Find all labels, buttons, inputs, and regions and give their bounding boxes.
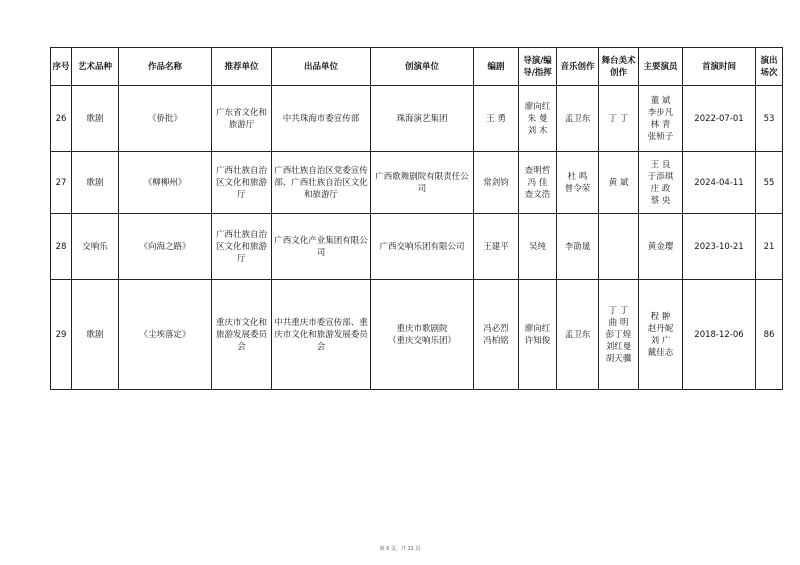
cell-actors: 黄金璎 (639, 214, 683, 280)
cell-work-name: 《柳柳州》 (119, 152, 212, 214)
cell-performer-unit: 珠海演艺集团 (371, 86, 474, 152)
cell-stage-art (599, 214, 639, 280)
cell-shows: 86 (756, 280, 783, 390)
col-header-producer: 出品单位 (272, 48, 371, 86)
col-header-shows: 演出场次 (756, 48, 783, 86)
col-header-music: 音乐创作 (557, 48, 599, 86)
cell-music: 杜 鸣 曾令荣 (557, 152, 599, 214)
cell-art-type: 歌剧 (72, 86, 119, 152)
col-header-performer-unit: 创演单位 (371, 48, 474, 86)
col-header-director: 导演/编导/指挥 (519, 48, 557, 86)
cell-writer: 王建平 (474, 214, 519, 280)
cell-premiere: 2024-04-11 (683, 152, 756, 214)
cell-index: 28 (51, 214, 72, 280)
cell-work-name: 《侨批》 (119, 86, 212, 152)
cell-writer: 常剑钧 (474, 152, 519, 214)
col-header-work-name: 作品名称 (119, 48, 212, 86)
cell-performer-unit: 广西交响乐团有限公司 (371, 214, 474, 280)
table-row (51, 214, 783, 280)
cell-music: 孟卫东 (557, 280, 599, 390)
col-header-recommender: 推荐单位 (212, 48, 272, 86)
cell-recommender: 广东省文化和旅游厅 (212, 86, 272, 152)
col-header-art-type: 艺术品种 (72, 48, 119, 86)
cell-shows: 21 (756, 214, 783, 280)
cell-recommender: 广西壮族自治区文化和旅游厅 (212, 152, 272, 214)
cell-index: 27 (51, 152, 72, 214)
table-row (51, 280, 783, 390)
col-header-premiere: 首演时间 (683, 48, 756, 86)
col-header-index: 序号 (51, 48, 72, 86)
col-header-stage-art: 舞台美术创作 (599, 48, 639, 86)
table-row (51, 152, 783, 214)
program-table (50, 47, 783, 390)
cell-director: 廖向红 许知俊 (519, 280, 557, 390)
page-footer: 第 6 页，共 11 页 (379, 546, 421, 552)
cell-recommender: 重庆市文化和旅游发展委员会 (212, 280, 272, 390)
col-header-actors: 主要演员 (639, 48, 683, 86)
cell-performer-unit: 重庆市歌剧院 （重庆交响乐团） (371, 280, 474, 390)
cell-premiere: 2023-10-21 (683, 214, 756, 280)
cell-stage-art: 黄 斌 (599, 152, 639, 214)
cell-producer: 广西文化产业集团有限公司 (272, 214, 371, 280)
cell-stage-art: 丁 丁 曲 明 彭丁煌 刘红曼 胡天骥 (599, 280, 639, 390)
header-row (51, 48, 783, 86)
cell-writer: 王 勇 (474, 86, 519, 152)
cell-shows: 53 (756, 86, 783, 152)
col-header-writer: 编剧 (474, 48, 519, 86)
cell-art-type: 歌剧 (72, 280, 119, 390)
cell-director: 廖向红 朱 曼 刘 木 (519, 86, 557, 152)
cell-producer: 中共珠海市委宣传部 (272, 86, 371, 152)
cell-work-name: 《向海之路》 (119, 214, 212, 280)
cell-art-type: 交响乐 (72, 214, 119, 280)
cell-director: 查明哲 冯 佳 查文浩 (519, 152, 557, 214)
cell-art-type: 歌剧 (72, 152, 119, 214)
cell-writer: 冯必烈 冯柏铭 (474, 280, 519, 390)
cell-work-name: 《尘埃落定》 (119, 280, 212, 390)
cell-producer: 中共重庆市委宣传部、重庆市文化和旅游发展委员会 (272, 280, 371, 390)
cell-premiere: 2022-07-01 (683, 86, 756, 152)
cell-stage-art: 丁 丁 (599, 86, 639, 152)
cell-music: 李劭晟 (557, 214, 599, 280)
cell-index: 26 (51, 86, 72, 152)
cell-performer-unit: 广西歌舞剧院有限责任公司 (371, 152, 474, 214)
cell-actors: 王 良 于添琪 庄 政 蔡 央 (639, 152, 683, 214)
cell-index: 29 (51, 280, 72, 390)
table-row (51, 86, 783, 152)
cell-premiere: 2018-12-06 (683, 280, 756, 390)
cell-shows: 55 (756, 152, 783, 214)
cell-music: 孟卫东 (557, 86, 599, 152)
cell-director: 吴纯 (519, 214, 557, 280)
cell-recommender: 广西壮族自治区文化和旅游厅 (212, 214, 272, 280)
cell-actors: 程 翀 赵丹妮 刘 广 戴佳志 (639, 280, 683, 390)
cell-actors: 董 斌 李步凡 林 青 张桢子 (639, 86, 683, 152)
cell-producer: 广西壮族自治区党委宣传部、广西壮族自治区文化和旅游厅 (272, 152, 371, 214)
